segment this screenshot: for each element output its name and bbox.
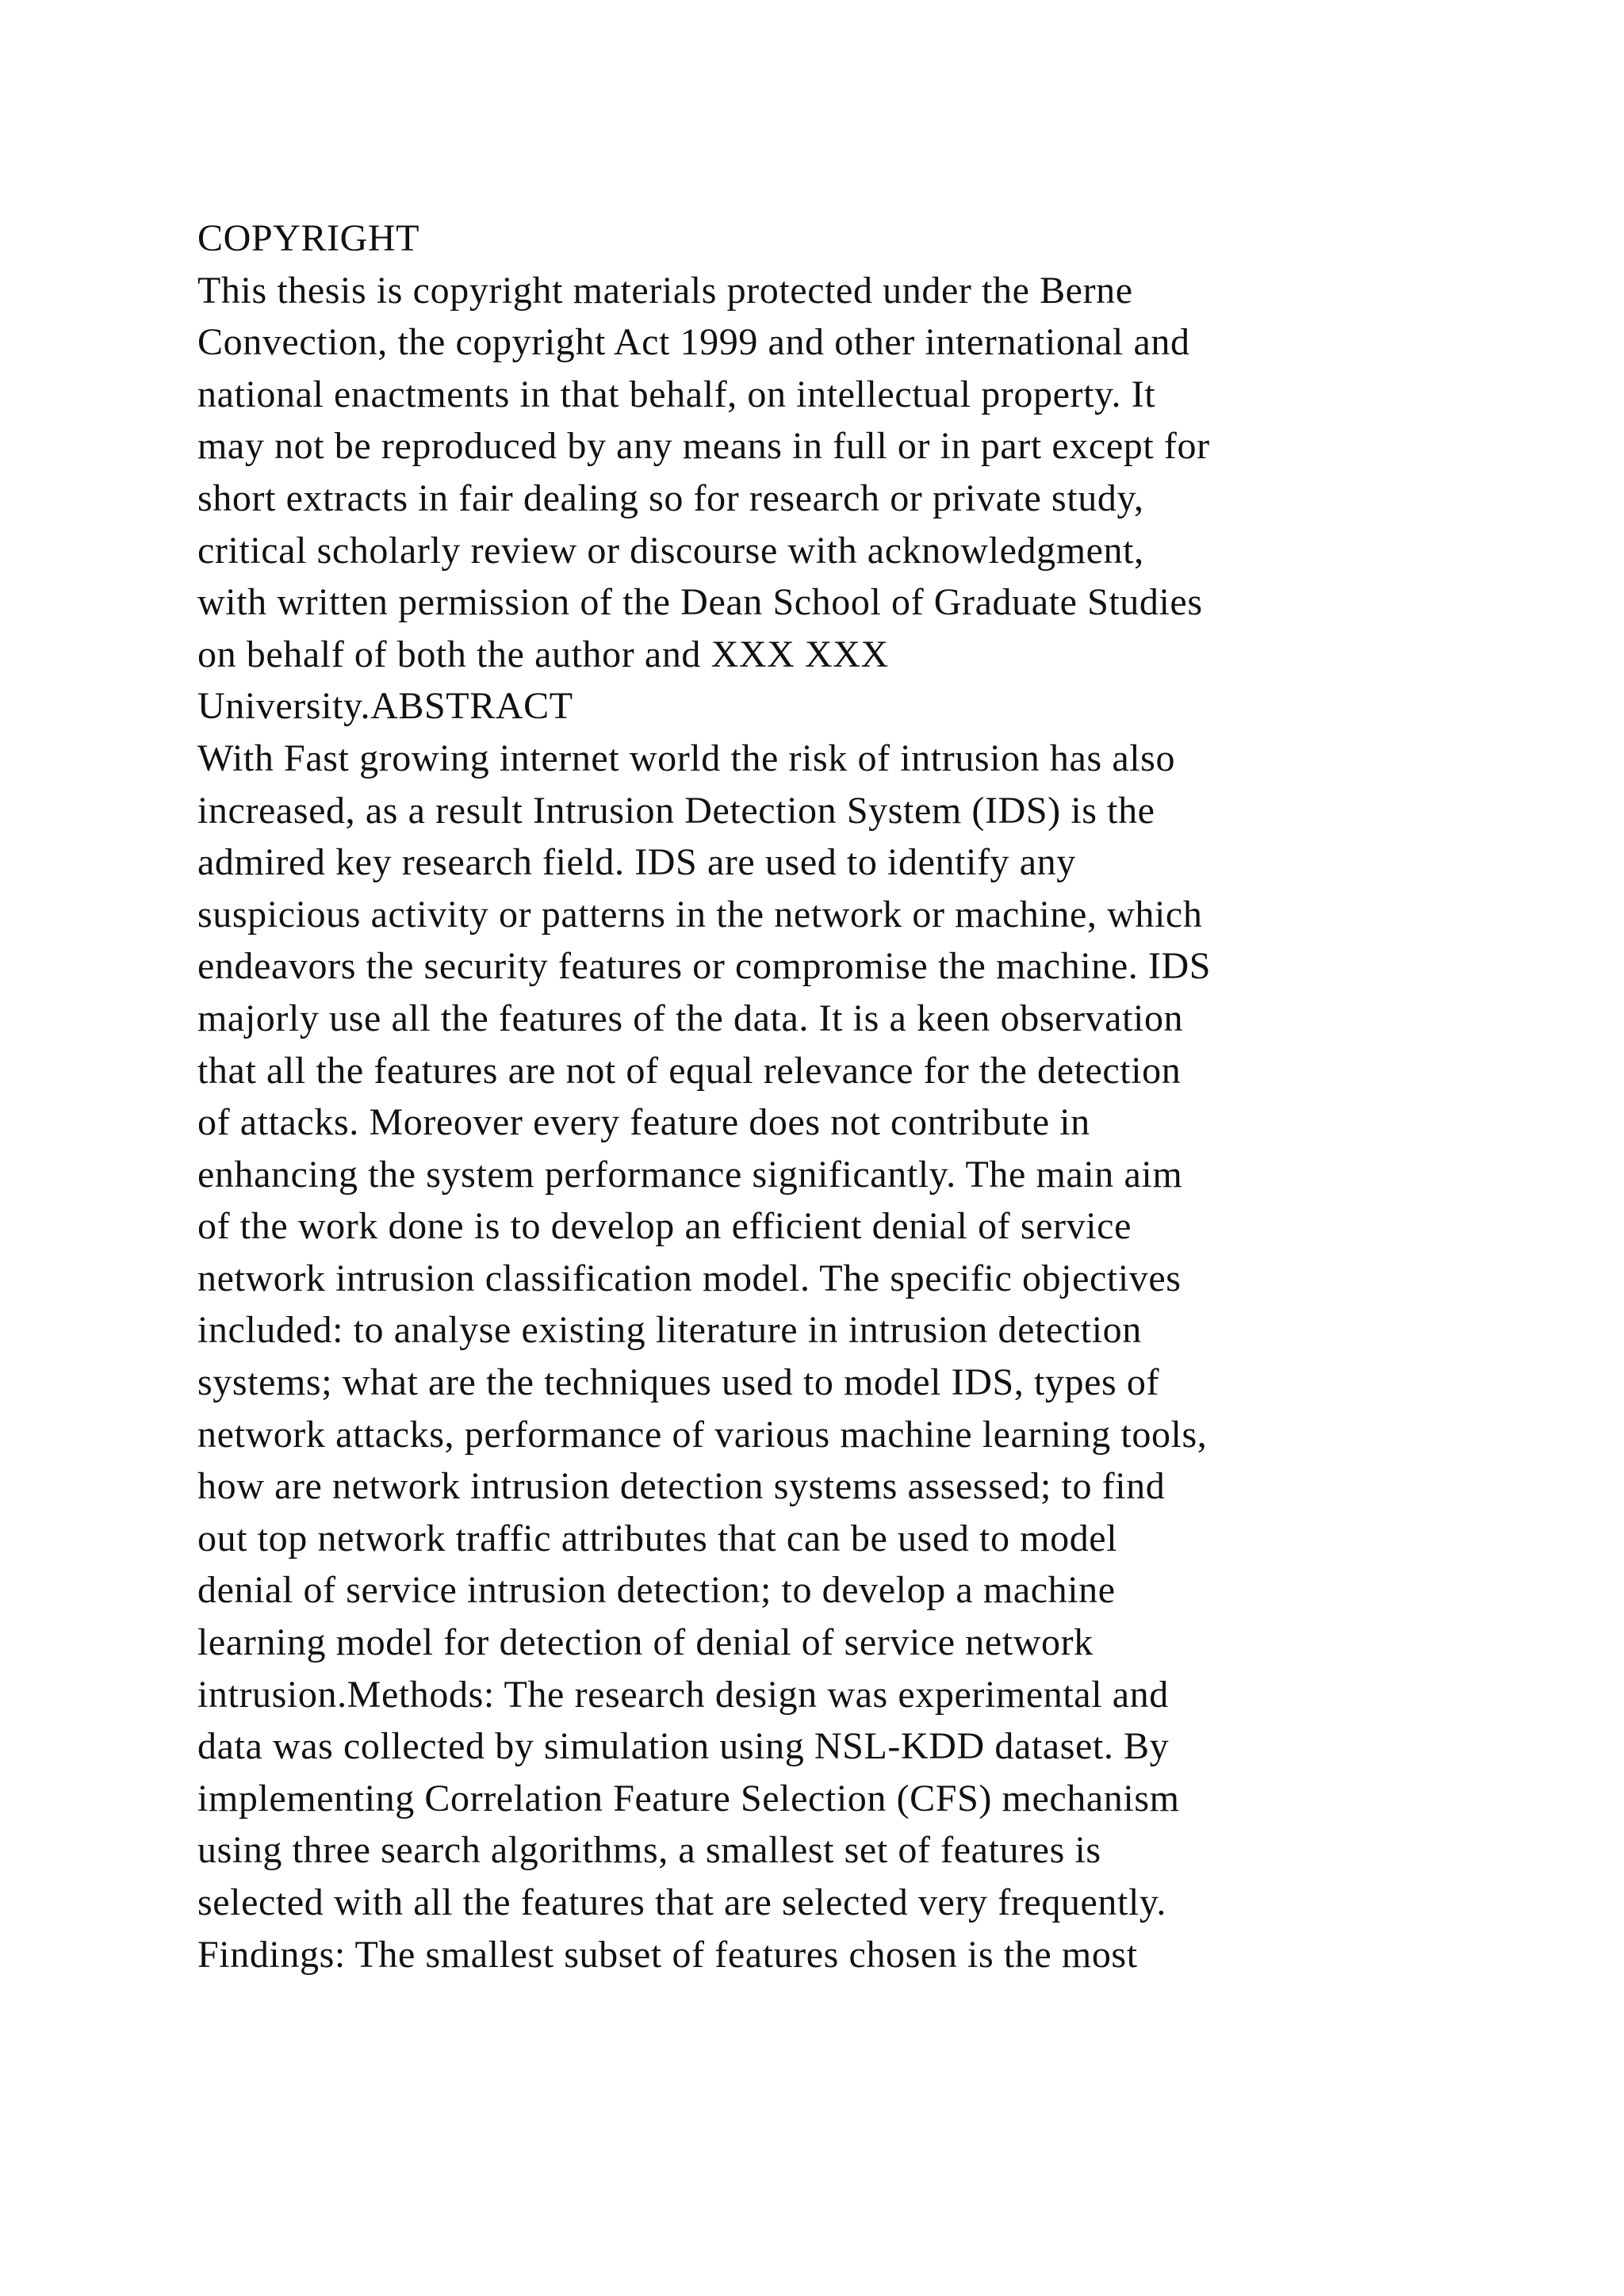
text-line: majorly use all the features of the data. It is a keen observation bbox=[197, 997, 1184, 1039]
text-line: with written permission of the Dean School of Graduate Studies bbox=[197, 581, 1203, 624]
text-line: implementing Correlation Feature Selection (CFS) mechanism bbox=[197, 1777, 1180, 1820]
text-line: national enactments in that behalf, on intellectual property. It bbox=[197, 373, 1156, 415]
text-line: enhancing the system performance significantly. The main aim bbox=[197, 1153, 1183, 1196]
text-line: endeavors the security features or compromise the machine. IDS bbox=[197, 945, 1212, 988]
text-line: selected with all the features that are selected very frequently. bbox=[197, 1881, 1166, 1923]
text-line: network intrusion classification model. The specific objectives bbox=[197, 1257, 1182, 1299]
text-line: learning model for detection of denial of service network bbox=[197, 1621, 1094, 1664]
document-text bbox=[197, 212, 1617, 1980]
text-line: systems; what are the techniques used to model IDS, types of bbox=[197, 1361, 1160, 1404]
text-line: increased, as a result Intrusion Detection System (IDS) is the bbox=[197, 789, 1155, 832]
text-line: COPYRIGHT bbox=[197, 217, 420, 259]
text-line: suspicious activity or patterns in the network or machine, which bbox=[197, 893, 1203, 936]
text-line: intrusion.Methods: The research design was experimental and bbox=[197, 1673, 1169, 1716]
text-line: admired key research field. IDS are used to identify any bbox=[197, 841, 1076, 884]
text-line: short extracts in fair dealing so for research or private study, bbox=[197, 476, 1144, 519]
text-line: University.ABSTRACT bbox=[197, 685, 573, 728]
text-line: of the work done is to develop an efficient denial of service bbox=[197, 1205, 1132, 1248]
text-line: This thesis is copyright materials protected under the Berne bbox=[197, 269, 1133, 312]
text-line: that all the features are not of equal relevance for the detection bbox=[197, 1049, 1182, 1092]
text-line: Convection, the copyright Act 1999 and other international and bbox=[197, 321, 1190, 364]
text-line: may not be reproduced by any means in full or in part except for bbox=[197, 425, 1210, 468]
text-line: how are network intrusion detection systems assessed; to find bbox=[197, 1465, 1166, 1508]
text-line: of attacks. Moreover every feature does not contribute in bbox=[197, 1101, 1090, 1144]
text-line: included: to analyse existing literature in intrusion detection bbox=[197, 1309, 1142, 1352]
text-line: out top network traffic attributes that can be used to model bbox=[197, 1517, 1118, 1559]
text-line: data was collected by simulation using NSL-KDD dataset. By bbox=[197, 1725, 1170, 1768]
text-line: network attacks, performance of various machine learning tools, bbox=[197, 1413, 1208, 1456]
text-line: on behalf of both the author and XXX XXX bbox=[197, 633, 889, 675]
text-line: critical scholarly review or discourse with acknowledgment, bbox=[197, 529, 1144, 572]
text-line: With Fast growing internet world the risk of intrusion has also bbox=[197, 737, 1176, 779]
text-line: denial of service intrusion detection; to develop a machine bbox=[197, 1569, 1116, 1612]
text-line: Findings: The smallest subset of features chosen is the most bbox=[197, 1933, 1138, 1976]
text-line: using three search algorithms, a smallest set of features is bbox=[197, 1829, 1101, 1872]
